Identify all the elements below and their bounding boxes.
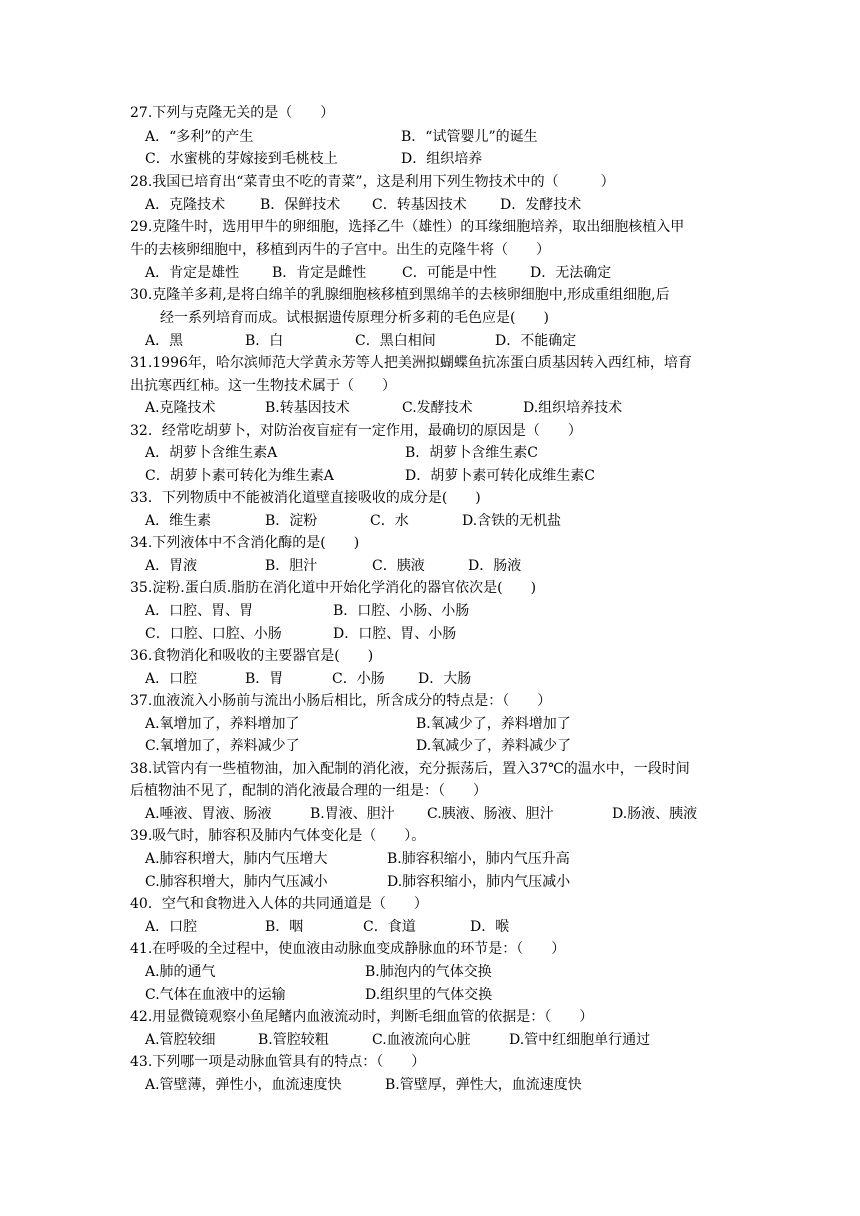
question-30-stem-cont: 经一系列培育而成。试根据遗传原理分析多莉的毛色应是( ) <box>160 310 549 326</box>
question-41-option-b: B.肺泡内的气体交换 <box>365 964 492 980</box>
question-35-option-c: C．口腔、口腔、小肠 <box>145 626 282 642</box>
question-43-option-a: A.管壁薄，弹性小，血流速度快 <box>145 1077 342 1093</box>
question-40-option-b: B．咽 <box>265 919 304 935</box>
question-36-option-c: C．小肠 <box>332 671 385 687</box>
question-32-option-c: C．胡萝卜素可转化为维生素A <box>145 468 334 484</box>
question-33-option-a: A．维生素 <box>145 513 212 529</box>
question-33-option-c: C．水 <box>370 513 409 529</box>
question-37-stem: 37.血液流入小肠前与流出小肠后相比，所含成分的特点是：（ ） <box>130 693 552 709</box>
question-38-option-a: A.唾液、胃液、肠液 <box>145 806 272 822</box>
question-36-option-d: D．大肠 <box>418 671 472 687</box>
question-36-option-b: B．胃 <box>245 671 284 687</box>
question-31-option-b: B.转基因技术 <box>265 400 350 416</box>
question-41-option-d: D.组织里的气体交换 <box>365 987 493 1003</box>
question-34-option-c: C．胰液 <box>372 558 425 574</box>
question-39-option-b: B.肺容积缩小，肺内气压升高 <box>387 851 570 867</box>
question-29-option-a: A．肯定是雄性 <box>145 265 240 281</box>
question-40-option-c: C．食道 <box>363 919 416 935</box>
question-41-option-c: C.气体在血液中的运输 <box>145 987 286 1003</box>
question-39-option-d: D.肺容积缩小，肺内气压减小 <box>387 874 571 890</box>
question-30-option-c: C．黑白相间 <box>355 333 436 349</box>
question-36-stem: 36.食物消化和吸收的主要器官是( ) <box>130 648 374 664</box>
question-30-option-b: B．白 <box>245 333 284 349</box>
question-30-option-d: D．不能确定 <box>495 333 577 349</box>
question-40-option-d: D．喉 <box>470 919 510 935</box>
question-37-option-c: C.氧增加了，养料减少了 <box>145 738 300 754</box>
question-33-option-d: D.含铁的无机盐 <box>462 513 562 529</box>
question-31-option-c: C.发酵技术 <box>402 400 473 416</box>
question-29-stem: 29.克隆牛时，选用甲牛的卵细胞，选择乙牛（雄性）的耳缘细胞培养，取出细胞核植入甲 <box>130 219 685 235</box>
question-37-option-a: A.氧增加了，养料增加了 <box>145 716 300 732</box>
question-37-option-b: B.氧减少了，养料增加了 <box>416 716 571 732</box>
question-32-option-b: B．胡萝卜含维生素C <box>405 445 538 461</box>
question-42-option-c: C.血液流向心脏 <box>372 1032 471 1048</box>
question-34-option-d: D．肠液 <box>468 558 522 574</box>
question-29-stem-cont: 牛的去核卵细胞中，移植到丙牛的子宫中。出生的克隆牛将（ ） <box>130 242 550 258</box>
question-32-stem: 32．经常吃胡萝卜，对防治夜盲症有一定作用，最确切的原因是（ ） <box>130 423 582 439</box>
question-42-option-d: D.管中红细胞单行通过 <box>509 1032 651 1048</box>
question-40-stem: 40．空气和食物进入人体的共同通道是（ ） <box>130 896 428 912</box>
question-27-option-a: A．“多利”的产生 <box>145 129 254 145</box>
question-33-option-b: B．淀粉 <box>265 513 318 529</box>
question-34-stem: 34.下列液体中不含消化酶的是( ) <box>130 535 360 551</box>
question-27-stem: 27.下列与克隆无关的是（ ） <box>130 105 335 121</box>
question-32-option-a: A．胡萝卜含维生素A <box>145 445 278 461</box>
question-38-stem-cont: 后植物油不见了，配制的消化液最合理的一组是：（ ） <box>130 783 487 799</box>
question-31-stem: 31.1996年，哈尔滨师范大学黄永芳等人把美洲拟蝴蝶鱼抗冻蛋白质基因转入西红柿，培育 <box>130 355 692 371</box>
question-38-option-d: D.肠液、胰液 <box>612 806 698 822</box>
question-43-option-b: B.管壁厚，弹性大，血流速度快 <box>385 1077 582 1093</box>
question-28-option-a: A．克隆技术 <box>145 197 226 213</box>
question-30-option-a: A．黑 <box>145 333 184 349</box>
question-38-option-c: C.胰液、肠液、胆汁 <box>427 806 554 822</box>
question-28-option-d: D．发酵技术 <box>500 197 582 213</box>
question-30-stem: 30.克隆羊多莉,是将白绵羊的乳腺细胞核移植到黑绵羊的去核卵细胞中,形成重组细胞,后 <box>130 287 670 303</box>
question-41-stem: 41.在呼吸的全过程中，使血液由动脉血变成静脉血的环节是：（ ） <box>130 941 566 957</box>
question-37-option-d: D.氧减少了，养料减少了 <box>416 738 572 754</box>
question-27-option-b: B．“试管婴儿”的诞生 <box>401 129 538 145</box>
question-34-option-b: B．胆汁 <box>265 558 318 574</box>
question-39-stem: 39.吸气时，肺容积及肺内气体变化是（ ）。 <box>130 828 426 844</box>
question-31-option-a: A.克隆技术 <box>145 400 216 416</box>
question-28-option-b: B．保鲜技术 <box>260 197 341 213</box>
question-35-option-d: D．口腔、胃、小肠 <box>333 626 457 642</box>
question-35-option-b: B．口腔、小肠、小肠 <box>333 603 470 619</box>
question-38-stem: 38.试管内有一些植物油，加入配制的消化液，充分振荡后，置入37℃的温水中，一段时间 <box>130 761 690 777</box>
question-42-option-a: A.管腔较细 <box>145 1032 216 1048</box>
question-39-option-a: A.肺容积增大，肺内气压增大 <box>145 851 328 867</box>
question-35-option-a: A．口腔、胃、胃 <box>145 603 254 619</box>
question-42-option-b: B.管腔较粗 <box>258 1032 329 1048</box>
question-34-option-a: A．胃液 <box>145 558 198 574</box>
question-29-option-c: C．可能是中性 <box>402 265 497 281</box>
question-33-stem: 33．下列物质中不能被消化道壁直接吸收的成分是( ) <box>130 490 481 506</box>
question-31-option-d: D.组织培养技术 <box>523 400 623 416</box>
question-43-stem: 43.下列哪一项是动脉血管具有的特点：（ ） <box>130 1054 426 1070</box>
question-28-stem: 28.我国已培育出“菜青虫不吃的青菜”，这是利用下列生物技术中的（ ） <box>130 174 615 190</box>
question-40-option-a: A．口腔 <box>145 919 198 935</box>
question-31-stem-cont: 出抗寒西红柿。这一生物技术属于（ ） <box>130 378 396 394</box>
question-27-option-d: D．组织培养 <box>401 151 483 167</box>
question-29-option-b: B．肯定是雌性 <box>272 265 367 281</box>
question-27-option-c: C．水蜜桃的芽嫁接到毛桃枝上 <box>145 151 338 167</box>
question-36-option-a: A．口腔 <box>145 671 198 687</box>
question-29-option-d: D．无法确定 <box>530 265 612 281</box>
question-42-stem: 42.用显微镜观察小鱼尾鳍内血液流动时，判断毛细血管的依据是：（ ） <box>130 1009 594 1025</box>
question-41-option-a: A.肺的通气 <box>145 964 216 980</box>
question-39-option-c: C.肺容积增大，肺内气压减小 <box>145 874 328 890</box>
question-35-stem: 35.淀粉.蛋白质.脂肪在消化道中开始化学消化的器官依次是( ) <box>130 580 537 596</box>
question-28-option-c: C．转基因技术 <box>372 197 467 213</box>
question-32-option-d: D．胡萝卜素可转化成维生素C <box>405 468 595 484</box>
question-38-option-b: B.胃液、胆汁 <box>310 806 395 822</box>
